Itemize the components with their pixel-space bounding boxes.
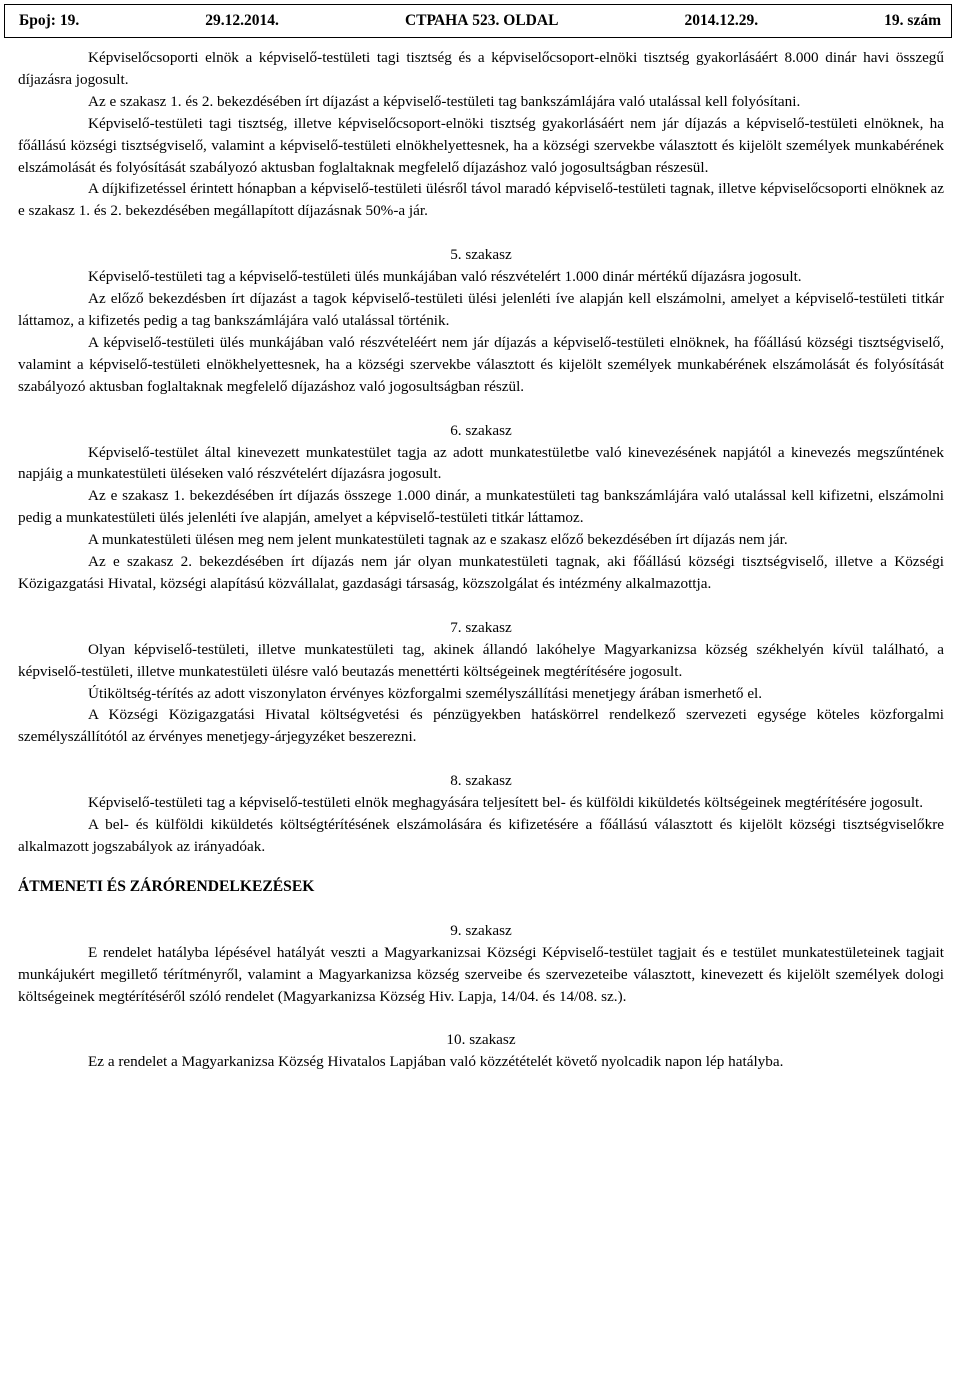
header-issue-number: Број: 19. [19,12,80,29]
section-heading-8: 8. szakasz [450,772,512,790]
document-body [18,47,944,1073]
section-heading-5: 5. szakasz [450,246,512,264]
section-heading-10: 10. szakasz [446,1031,516,1049]
paragraph: Az e szakasz 1. és 2. bekezdésében írt díjazást a képviselő-testületi tag bankszámlájára való utalással kell folyósítani. [88,92,801,110]
paragraph: A munkatestületi ülésen meg nem jelent munkatestületi tagnak az e szakasz előző bekezdésében írt díjazás nem jár. [88,531,788,549]
header-page-label: СТРАНА 523. OLDAL [404,12,559,29]
paragraph: Ez a rendelet a Magyarkanizsa Község Hivatalos Lapjában való közzétételét követő nyolcadik napon lép hatályba. [88,1053,784,1071]
paragraph: Képviselő-testületi tag a képviselő-testületi elnök meghagyására teljesített bel- és külföldi kiküldetés költségeinek megtérítésére jogosult. [88,794,924,812]
header-issue-number-hu: 19. szám [884,12,941,29]
paragraph: Az e szakasz 1. bekezdésében írt díjazás összege 1.000 dinár, a munkatestületi tag bankszámlájára való utalással kell kifizetni, elszámolni pedig a munkatestületi ülés jelenléti íve alapján, amelyet a képviselő-testületi titkár láttamoz. [18,487,944,527]
paragraph: Útiköltség-térítés az adott viszonylaton érvényes közforgalmi személyszállítási menetjegy árában ismerhető el. [88,684,763,702]
section-heading-7: 7. szakasz [450,618,512,636]
section-heading-6: 6. szakasz [450,421,512,439]
paragraph: A Községi Közigazgatási Hivatal költségvetési és pénzügyekben hatáskörrel rendelkező szervezeti egysége köteles közforgalmi személyszállítótól az érvényes menetjegy-árjegyzéket beszerezni. [18,706,944,746]
paragraph: Olyan képviselő-testületi, illetve munkatestületi tag, akinek állandó lakóhelye Magyarkanizsa község székhelyén kívül található, a képviselő-testületi, illetve munkatestületi ülésre való beutazás menettérti költségeinek megtérítésére jogosult. [18,640,944,680]
header-date-right: 2014.12.29. [684,12,759,29]
paragraph: Az e szakasz 2. bekezdésében írt díjazás nem jár olyan munkatestületi tagnak, aki főállású községi tisztségviselő, illetve a Községi Közigazgatási Hivatal, községi alapítású közvállalat, gazdasági társaság, közszolgálat és intézmény alkalmazottja. [18,553,944,592]
chapter-title: ÁTMENETI ÉS ZÁRÓRENDELKEZÉSEK [18,877,315,895]
paragraph: Képviselőcsoporti elnök a képviselő-testületi tagi tisztség és a képviselőcsoport-elnöki tisztség gyakorlásáért 8.000 dinár havi összegű díjazásra jogosult. [18,49,944,88]
paragraph: Az előző bekezdésben írt díjazást a tagok képviselő-testületi ülési jelenléti íve alapján kell elszámolni, amelyet a képviselő-testületi titkár láttamoz, a kifizetés pedig a tag bankszámlájára való utalással történik. [18,290,944,329]
section-heading-9: 9. szakasz [450,921,512,939]
paragraph: Képviselő-testületi tagi tisztség, illetve képviselőcsoport-elnöki tisztség gyakorlásáért nem jár díjazás a képviselő-testületi elnöknek, ha főállású községi tisztségviselő, valamint a képviselő-testületi elnökhelyettesnek, ha a községi szervekbe választott és kijelölt személyek munkabérének elszámolását és folyósítását szabályozó aktusban foglaltaknak megfelelő díjazáshoz való jogosultságban részesül. [18,114,944,176]
paragraph: Képviselő-testület által kinevezett munkatestület tagja az adott munkatestületbe való kinevezésének napjától a kinevezés megszűntének napjáig a munkatestületi üléseken való részvételért díjazásra jogosult. [18,443,944,483]
paragraph: Képviselő-testületi tag a képviselő-testületi ülés munkájában való részvételért 1.000 dinár mértékű díjazásra jogosult. [88,268,802,286]
header-date-left: 29.12.2014. [205,12,279,29]
paragraph: A díjkifizetéssel érintett hónapban a képviselő-testületi ülésről távol maradó képviselő-testületi tagnak, illetve képviselőcsoporti elnöknek az e szakasz 1. és 2. bekezdésében megállapított díjazásnak 50%-a jár. [18,180,944,220]
paragraph: A képviselő-testületi ülés munkájában való részvételéért nem jár díjazás a képviselő-testületi elnöknek, ha főállású községi tisztségviselő, valamint a képviselő-testületi elnökhelyettesnek, ha a községi szervekbe választott és kijelölt személyek munkabérének elszámolását és folyósítását szabályozó aktusban foglaltaknak megfelelő díjazáshoz való jogosultságban részül. [18,333,944,395]
page-header [4,4,952,38]
paragraph: E rendelet hatályba lépésével hatályát veszti a Magyarkanizsai Községi Képviselő-testület tagjait és e testület munkatestületeinek tagjait munkájukért megillető térítményről, valamint a Magyarkanizsa község szerveibe és szervezeteibe választott, kinevezett és kijelölt személyek dologi költségeinek megtérítéséről szóló rendelet (Magyarkanizsa Község Hiv. Lapja, 14/04. és 14/08. sz.). [18,943,944,1005]
paragraph: A bel- és külföldi kiküldetés költségtérítésének elszámolására és kifizetésére a főállású választott és kijelölt községi tisztségviselőkre alkalmazott jogszabályok az irányadóak. [18,816,944,855]
